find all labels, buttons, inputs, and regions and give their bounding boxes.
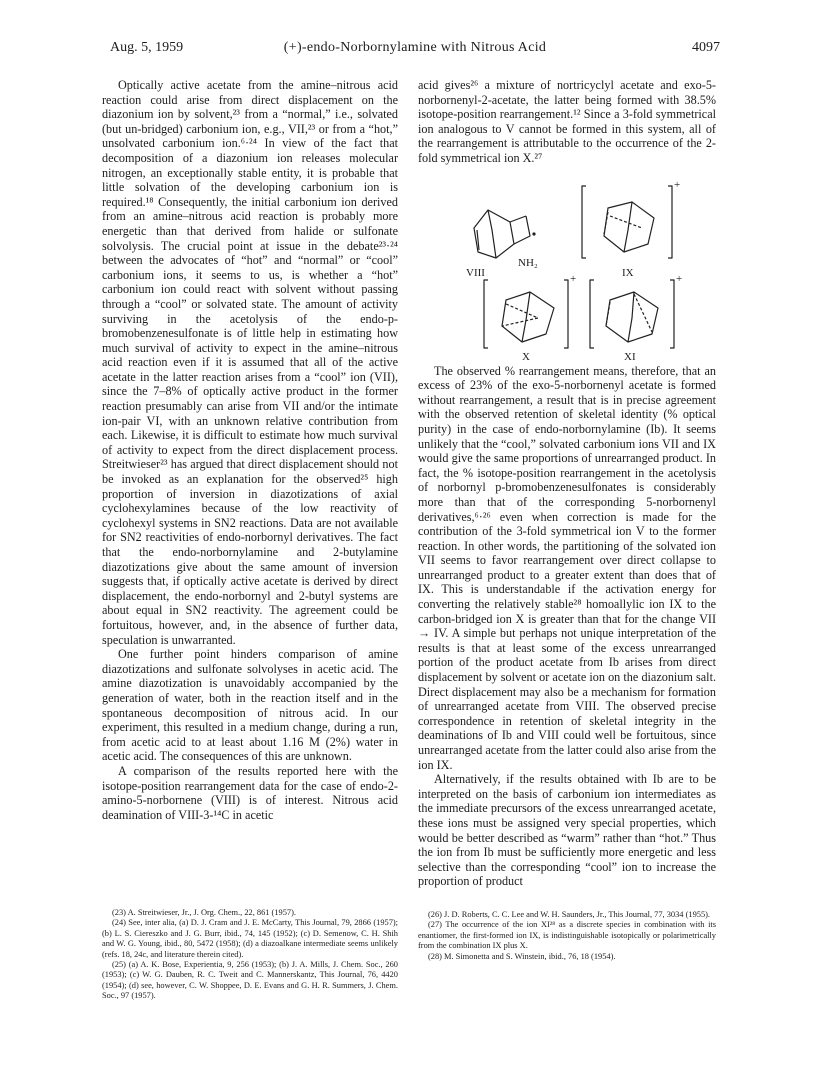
plus-xi: + [676, 272, 683, 285]
footnote-25: (25) (a) A. K. Bose, Experientia, 9, 256 (1953); (b) J. A. Mills, J. Chem. Soc., 260 (1953); (c) W. G. Dauben, R. C. Tweit and C. Mannerskantz, This Journal, 76, 4420 (1954); (d) see, however, C. W. Shoppee, D. E. Evans and G. H. R. Summers, J. Chem. Soc., 97 (1957). [102, 960, 398, 1001]
left-paragraph-2: One further point hinders comparison of amine diazotizations and sulfonate solvolyses in acetic acid. The amine diazotization is unavoidably accompanied by the generation of water, both in the reaction itself and in the spontaneous decomposition of nitrous acid. In our experiment, this resulted in a medium change, during a run, from acetic acid to at least about 1.16 M (2%) water in acetic acid. The consequences of this are unknown. [102, 647, 398, 764]
header-title: (+)-endo-Norbornylamine with Nitrous Acid [283, 40, 547, 55]
plus-x: + [570, 272, 577, 285]
structure-xi [590, 280, 674, 348]
footnotes-left [102, 908, 398, 1002]
structure-ix [582, 186, 672, 258]
right-paragraph-2: The observed % rearrangement means, therefore, that an excess of 23% of the exo-5-norbornenyl acetate is formed without rearrangement, a result that is in precise agreement with the observed retention of skeletal identity (% optical purity) in the case of endo-norbornylamine (Ib). It seems unlikely that the “cool,” solvated carbonium ions VII and IX would give the same proportions of unrearranged product. In fact, the % isotope-position rearrangement in the acetolysis of norbornyl p-bromobenzenesulfonates is considerably more than that of the corresponding 5-norbornenyl derivatives,⁶·²⁶ even when correction is made for the contribution of the 3-fold symmetrical ion V to the former reaction. In other words, the partitioning of the solvated ion VII seems to favor rearrangement over direct collapse to unrearranged product to a greater extent than does that of IX. This is understandable if the activation energy for converting the relatively stable²⁸ homoallylic ion IX to the carbon-bridged ion X is greater than that for the change VII → IV. A simple but perhaps not unique interpretation of the results is that at least some of the excess unrearranged portion of the product acetate from Ib arises from direct displacement by solvent or acetate ion on the diazonium salt. Direct displacement may also be a mechanism for formation of unrearranged acetate from VIII. The observed precise correspondence in retention of skeletal integrity in the deaminations of Ib and VIII could well be fortuitous, since unrearranged acetate from the latter could also arise from the ion IX. [418, 363, 716, 772]
structures-figure [418, 172, 716, 363]
right-paragraph-1: acid gives²⁶ a mixture of nortricyclyl acetate and exo-5-norbornenyl-2-acetate, the latter being formed with 38.5% isotope-position rearrangement.¹² Since a 3-fold symmetrical ion analogous to V cannot be formed in this system, all of the rearrangement is attributable to the occurrence of the 2-fold symmetrical ion X.²⁷ [418, 78, 716, 165]
structure-viii [474, 210, 530, 258]
footnote-28: (28) M. Simonetta and S. Winstein, ibid., 76, 18 (1954). [428, 951, 616, 961]
right-column [418, 78, 716, 889]
footnote-24: (24) See, inter alia, (a) D. J. Cram and J. E. McCarty, This Journal, 79, 2866 (1957); (b) L. S. Ciereszko and J. G. Burr, ibid., 74, 145 (1952); (c) D. Semenow, C. H. Shih and W. G. Young, ibid., 80, 5472 (1958); (d) a diazoalkane intermediate seems unlikely (refs. 18, 24c, and literature therein cited). [102, 918, 398, 959]
structure-x [484, 280, 568, 348]
radical-dot [532, 232, 535, 235]
left-column [102, 78, 398, 822]
right-paragraph-3: Alternatively, if the results obtained with Ib are to be interpreted on the basis of carbonium ion intermediates as the immediate precursors of the excess unrearranged acetate, these ions must be assigned very special properties, which would be better described as “warm” rather than “hot.” Thus the ion from Ib must be sufficiently more energetic and less selective than the corresponding “cool” ion to increase the proportion of product [418, 772, 716, 889]
left-paragraph-1: Optically active acetate from the amine–nitrous acid reaction could arise from direct displacement on the diazonium ion by solvent,²³ from a “normal,” i.e., solvated (but un-bridged) carbonium ion, e.g., VII,²³ or from a “hot,” unsolvated carbonium ion.⁶·²⁴ In view of the fact that decomposition of a diazonium ion releases molecular nitrogen, an exceptionally stable entity, it is probable that little solvation of the developing carbonium ion is required.¹⁸ Consequently, the initial carbonium ion derived from an amine–nitrous acid reaction is probably more energetic than that derived from halide or sulfonate solvolysis. The crucial point at issue in the debate²³·²⁴ between the advocates of “hot” and “normal” or “cool” carbonium ions, it seems to us, is whether a “hot” carbonium ion could react with solvent without passing through a “cool” or solvated state. The amount of activity surviving in the acetolysis of the endo-p-bromobenzenesulfonate is of little help in estimating how much survival of activity to expect in the amine–nitrous acid reaction even if it is assumed that all of the active acetate in the latter reaction arises from a “cool” ion (VII), since the 7–8% of optically active product in the former reaction presumably can arise from VII and/or the intimate ion-pair VI, with an unknown relative contribution from each. Likewise, it is difficult to estimate how much survival of activity to expect from the direct displacement process. Streitwieser²³ has argued that direct displacement should not be invoked as an explanation for the observed²⁵ high proportion of inversion in diazotizations of axial cyclohexylamines because of the low reactivity of cyclohexyl systems in SN2 reactions. Data are not available for SN2 reactivities of endo-norbornyl derivatives. The fact that the endo-norbornylamine and 2-butylamine diazotizations give about the same amount of inversion suggests that, if optically active acetate is derived by direct displacement, the endo-norbornyl and 2-butyl systems are about equal in SN2 reactivity. The agreement could be fortuitous, however, and, in the absence of further data, speculation is unwarranted. [102, 78, 398, 647]
footnote-27: (27) The occurrence of the ion XI²⁸ as a discrete species in combination with its enantiomer, the first-formed ion IX, is indistinguishable isotopically or polarimetrically from the combination IX plus X. [418, 920, 716, 951]
plus-ix: + [674, 178, 681, 191]
label-viii: VIII [466, 266, 485, 279]
label-nh2: NH₂ [518, 256, 538, 269]
header-page-number: 4097 [692, 40, 720, 55]
label-x: X [522, 350, 530, 363]
norbornenyl-structures-drawing [418, 172, 716, 358]
footnote-23: (23) A. Streitwieser, Jr., J. Org. Chem., 22, 861 (1957). [112, 908, 296, 917]
footnotes-right [418, 910, 716, 962]
label-ix: IX [622, 266, 634, 279]
running-header [110, 40, 720, 60]
left-paragraph-3: A comparison of the results reported here with the isotope-position rearrangement data for the case of endo-2-amino-5-norbornene (VIII) is of interest. Nitrous acid deamination of VIII-3-¹⁴C in acetic [102, 763, 398, 822]
header-date: Aug. 5, 1959 [110, 40, 184, 55]
footnote-26: (26) J. D. Roberts, C. C. Lee and W. H. Saunders, Jr., This Journal, 77, 3034 (1955). [428, 910, 711, 919]
label-xi: XI [624, 350, 636, 363]
